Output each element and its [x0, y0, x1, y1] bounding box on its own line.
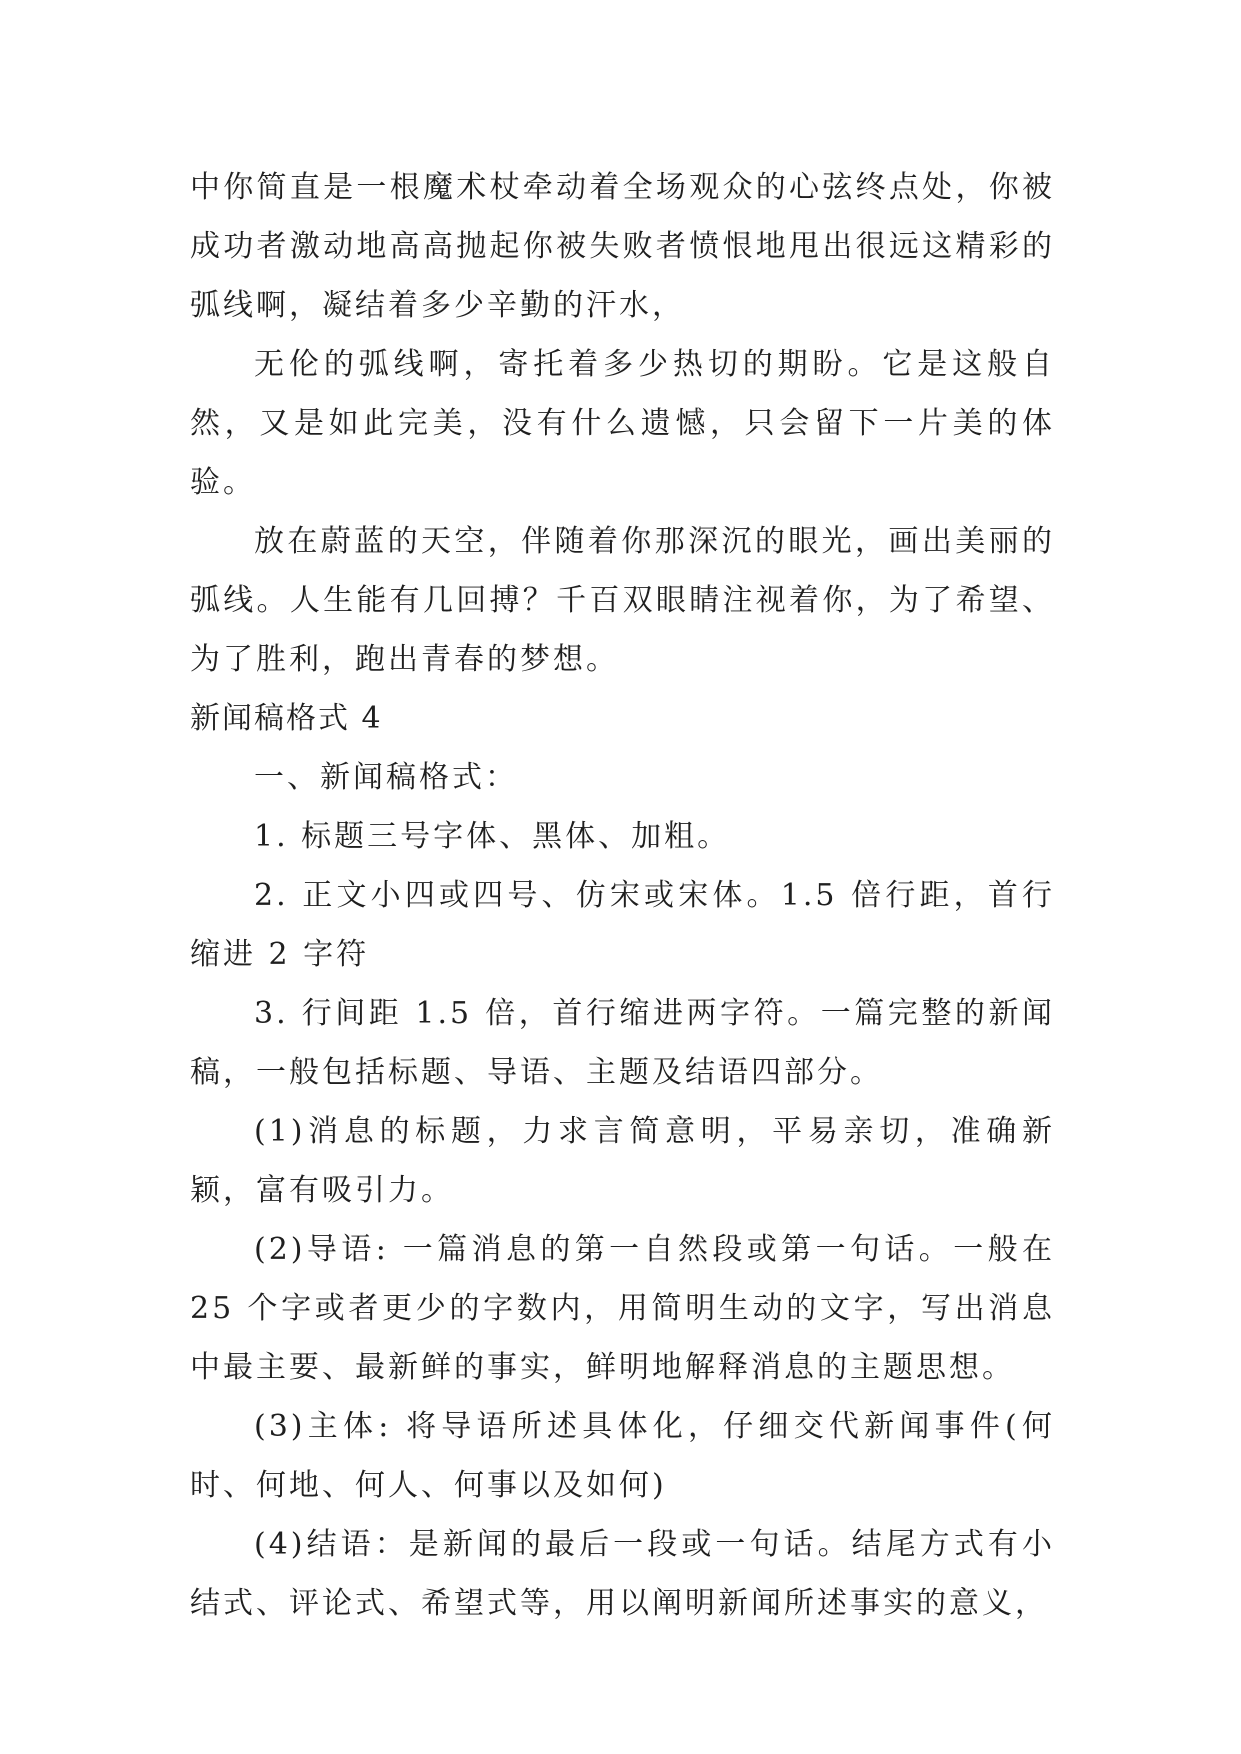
- body-paragraph: 无伦的弧线啊，寄托着多少热切的期盼。它是这般自然，又是如此完美，没有什么遗憾，只会留下一片美的体验。: [190, 347, 1055, 500]
- body-paragraph: 2. 正文小四或四号、仿宋或宋体。1.5 倍行距，首行缩进 2 字符: [190, 878, 1055, 972]
- document-body: [190, 158, 1055, 1633]
- body-paragraph: 1. 标题三号字体、黑体、加粗。: [254, 819, 731, 854]
- section-heading: 新闻稿格式 4: [190, 701, 383, 736]
- body-paragraph: (3)主体: 将导语所述具体化，仔细交代新闻事件(何时、何地、何人、何事以及如何): [190, 1409, 1055, 1503]
- body-paragraph: (2)导语: 一篇消息的第一自然段或第一句话。一般在 25 个字或者更少的字数内，用简明生动的文字，写出消息中最主要、最新鲜的事实，鲜明地解释消息的主题思想。: [190, 1232, 1055, 1385]
- body-paragraph: 放在蔚蓝的天空，伴随着你那深沉的眼光，画出美丽的弧线。人生能有几回搏？千百双眼睛注视着你，为了希望、为了胜利，跑出青春的梦想。: [190, 524, 1055, 677]
- body-paragraph: (4)结语：是新闻的最后一段或一句话。结尾方式有小结式、评论式、希望式等，用以阐明新闻所述事实的意义，: [190, 1527, 1055, 1621]
- body-paragraph: (1)消息的标题，力求言简意明，平易亲切，准确新颖，富有吸引力。: [190, 1114, 1055, 1208]
- body-paragraph: 3. 行间距 1.5 倍，首行缩进两字符。一篇完整的新闻稿，一般包括标题、导语、主题及结语四部分。: [190, 996, 1055, 1090]
- body-paragraph: 中你简直是一根魔术杖牵动着全场观众的心弦终点处，你被成功者激动地高高抛起你被失败者愤恨地甩出很远这精彩的弧线啊，凝结着多少辛勤的汗水，: [190, 170, 1055, 323]
- body-paragraph: 一、新闻稿格式：: [254, 760, 518, 795]
